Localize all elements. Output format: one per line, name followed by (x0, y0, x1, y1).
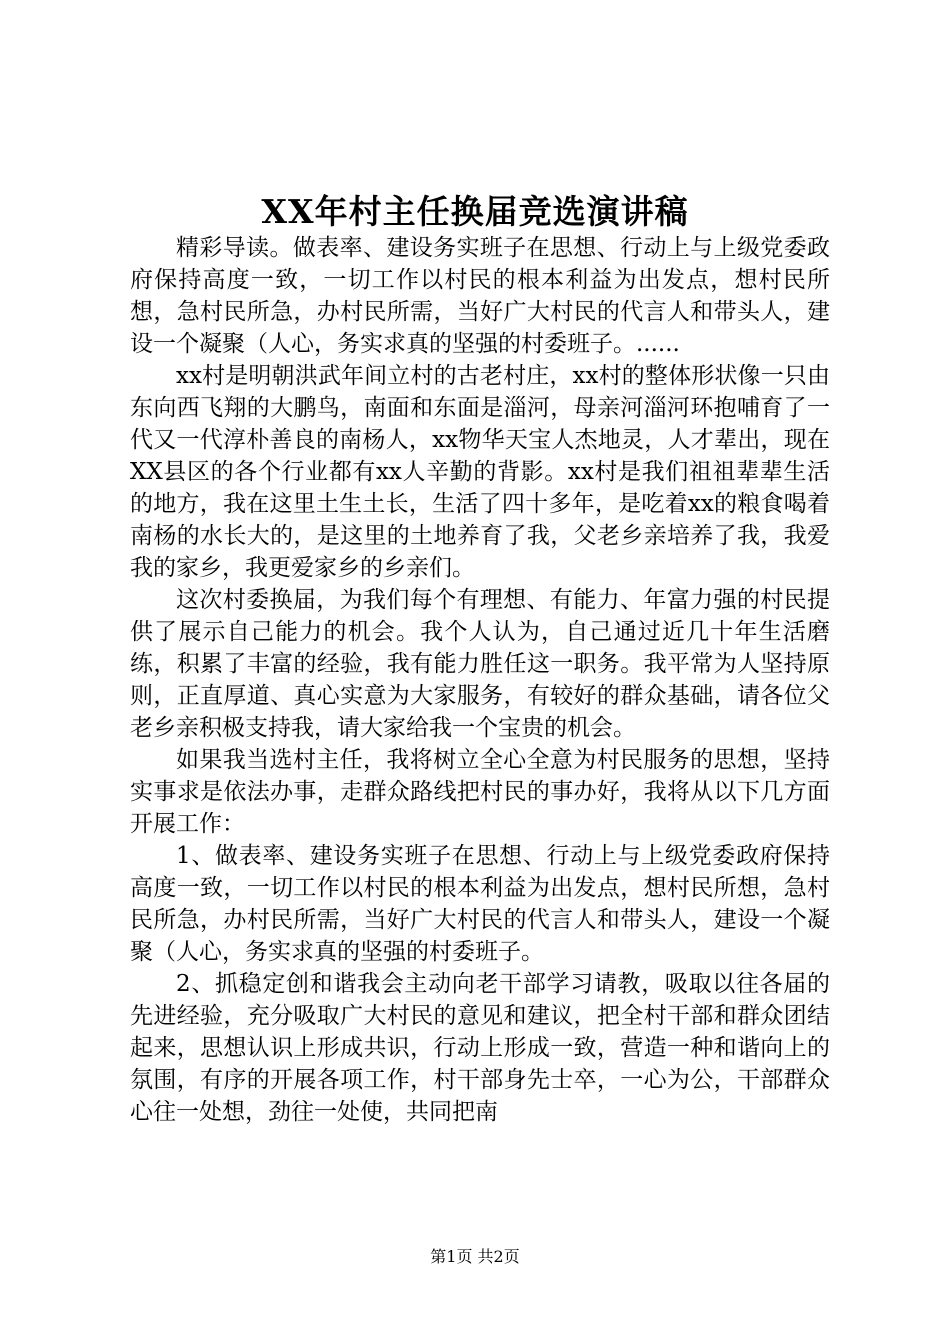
paragraph-village-history: xx村是明朝洪武年间立村的古老村庄，xx村的整体形状像一只由东向西飞翔的大鹏鸟，南面和东面是淄河，母亲河淄河环抱哺育了一代又一代淳朴善良的南杨人，xx物华天宝人杰地灵，人才辈出，现在XX县区的各个行业都有xx人辛勤的背影。xx村是我们祖祖辈辈生活的地方，我在这里土生土长，生活了四十多年，是吃着xx的粮食喝着南杨的水长大的，是这里的土地养育了我，父老乡亲培养了我，我爱我的家乡，我更爱家乡的乡亲们。 (130, 363, 830, 581)
page-title: XX年村主任换届竞选演讲稿 (261, 192, 689, 231)
paragraph-point-1: 1、做表率、建设务实班子在思想、行动上与上级党委政府保持高度一致，一切工作以村民的根本利益为出发点，想村民所想，急村民所急，办村民所需，当好广大村民的代言人和带头人，建设一个凝聚（人心，务实求真的坚强的村委班子。 (130, 843, 830, 965)
paragraph-point-2: 2、抓稳定创和谐我会主动向老干部学习请教，吸取以往各届的先进经验，充分吸取广大村民的意见和建议，把全村干部和群众团结起来，思想认识上形成共识，行动上形成一致，营造一种和谐向上的氛围，有序的开展各项工作，村干部身先士卒，一心为公，干部群众心往一处想，劲往一处使，共同把南 (130, 971, 830, 1125)
paragraph-commitment: 如果我当选村主任，我将树立全心全意为村民服务的思想，坚持实事求是依法办事，走群众路线把村民的事办好，我将从以下几方面开展工作： (130, 747, 830, 837)
paragraph-intro: 精彩导读。做表率、建设务实班子在思想、行动上与上级党委政府保持高度一致，一切工作以村民的根本利益为出发点，想村民所想，急村民所急，办村民所需，当好广大村民的代言人和带头人，建设一个凝聚（人心，务实求真的坚强的村委班子。...... (130, 235, 830, 357)
paragraph-election-opportunity: 这次村委换届，为我们每个有理想、有能力、年富力强的村民提供了展示自己能力的机会。我个人认为，自己通过近几十年生活磨练，积累了丰富的经验，我有能力胜任这一职务。我平常为人坚持原则，正直厚道、真心实意为大家服务，有较好的群众基础，请各位父老乡亲积极支持我，请大家给我一个宝贵的机会。 (130, 587, 830, 741)
document-body (130, 232, 830, 1128)
page-number-footer: 第1页 共2页 (430, 1247, 520, 1266)
